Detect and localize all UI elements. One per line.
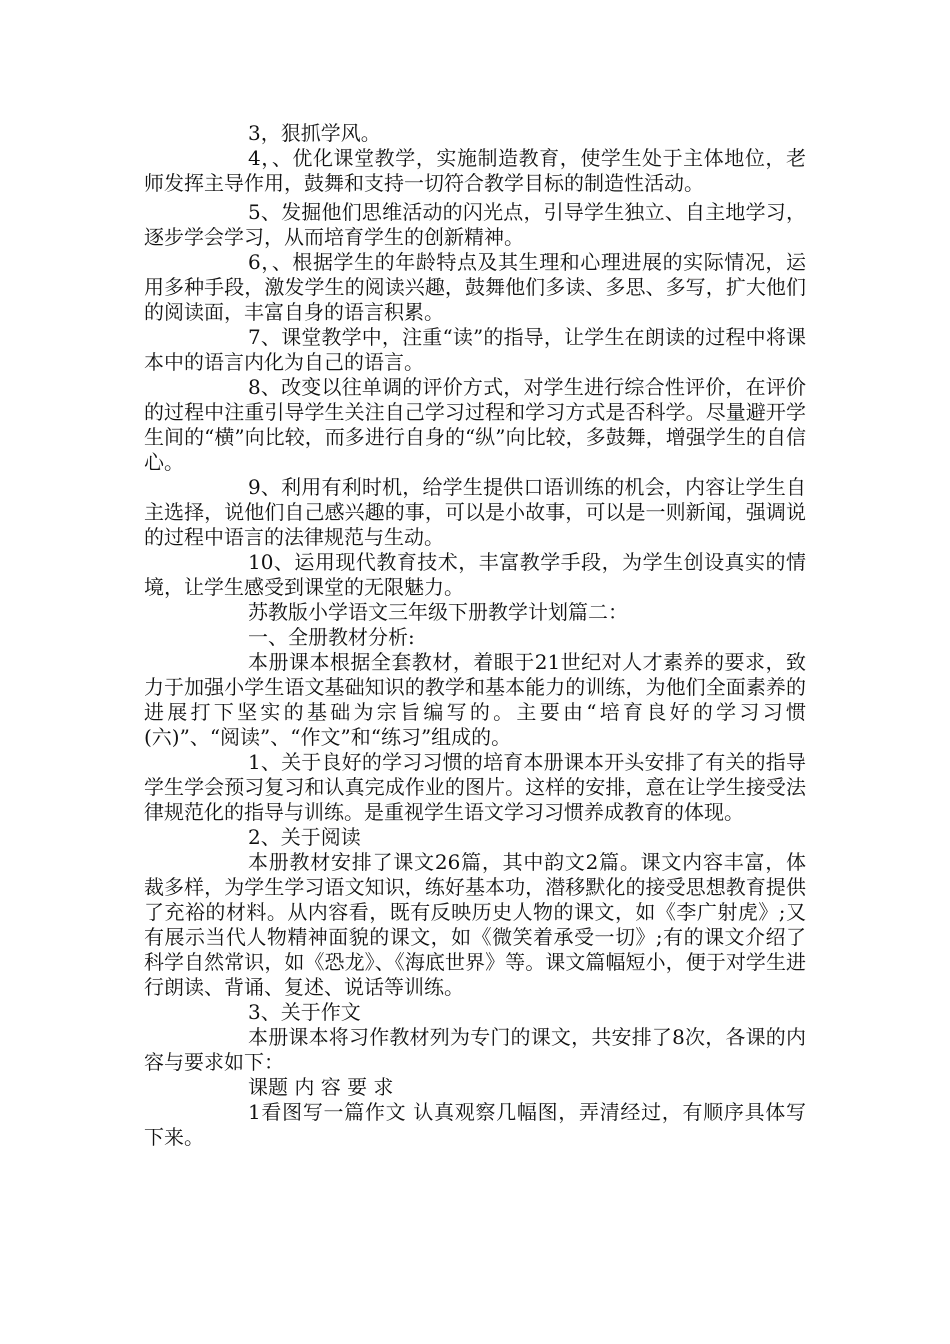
paragraph-item-5: 5、发掘他们思维活动的闪光点，引导学生独立、自主地学习，逐步学会学习，从而培育学生的创新精神。 [144,200,806,249]
paragraph-item-3: 3，狠抓学风。 [248,121,381,145]
subheading-composition: 3、关于作文 [248,1000,361,1024]
paragraph-item-6: 6，、根据学生的年龄特点及其生理和心理进展的实际情况，运用多种手段，激发学生的阅读兴趣，鼓舞他们多读、多思、多写，扩大他们的阅读面，丰富自身的语言积累。 [144,250,806,324]
paragraph-textbook-overview: 本册课本根据全套教材，着眼于21世纪对人才素养的要求，致力于加强小学生语文基础知识的教学和基本能力的训练，为他们全面素养的进展打下坚实的基础为宗旨编写的。主要由“培育良好的学习习惯(六)”、“阅读”、“作文”和“练习”组成的。 [144,650,806,749]
paragraph-reading: 本册教材安排了课文26篇，其中韵文2篇。课文内容丰富，体裁多样，为学生学习语文知识，练好基本功，潜移默化的接受思想教育提供了充裕的材料。从内容看，既有反映历史人物的课文，如《李广射虎》;又有展示当代人物精神面貌的课文，如《微笑着承受一切》;有的课文介绍了科学自然常识，如《恐龙》、《海底世界》等。课文篇幅短小，便于对学生进行朗读、背诵、复述、说话等训练。 [144,850,806,999]
subheading-reading: 2、关于阅读 [248,825,361,849]
paragraph-study-habits: 1、关于良好的学习习惯的培育本册课本开头安排了有关的指导学生学会预习复习和认真完成作业的图片。这样的安排，意在让学生接受法律规范化的指导与训练。是重视学生语文学习习惯养成教育的体现。 [144,750,806,824]
paragraph-item-4: 4，、优化课堂教学，实施制造教育，使学生处于主体地位，老师发挥主导作用，鼓舞和支持一切符合教学目标的制造性活动。 [144,146,806,195]
table-header-line: 课题 内 容 要 求 [248,1075,394,1099]
document-body [144,121,806,1150]
paragraph-item-10: 10、运用现代教育技术，丰富教学手段，为学生创设真实的情境，让学生感受到课堂的无限魅力。 [144,550,806,599]
section-title-plan-two: 苏教版小学语文三年级下册教学计划篇二： [248,600,628,624]
paragraph-composition: 本册课本将习作教材列为专门的课文，共安排了8次，各课的内容与要求如下： [144,1025,806,1074]
paragraph-item-7: 7、课堂教学中，注重“读”的指导，让学生在朗读的过程中将课本中的语言内化为自己的语言。 [144,325,806,374]
paragraph-item-9: 9、利用有利时机，给学生提供口语训练的机会，内容让学生自主选择，说他们自己感兴趣的事，可以是小故事，可以是一则新闻，强调说的过程中语言的法律规范与生动。 [144,475,806,549]
table-row-1: 1看图写一篇作文 认真观察几幅图，弄清经过，有顺序具体写下来。 [144,1100,806,1149]
section-heading-textbook-analysis: 一、全册教材分析: [248,625,415,649]
paragraph-item-8: 8、改变以往单调的评价方式，对学生进行综合性评价，在评价的过程中注重引导学生关注自己学习过程和学习方式是否科学。尽量避开学生间的“横”向比较，而多进行自身的“纵”向比较，多鼓舞，增强学生的自信心。 [144,375,806,474]
